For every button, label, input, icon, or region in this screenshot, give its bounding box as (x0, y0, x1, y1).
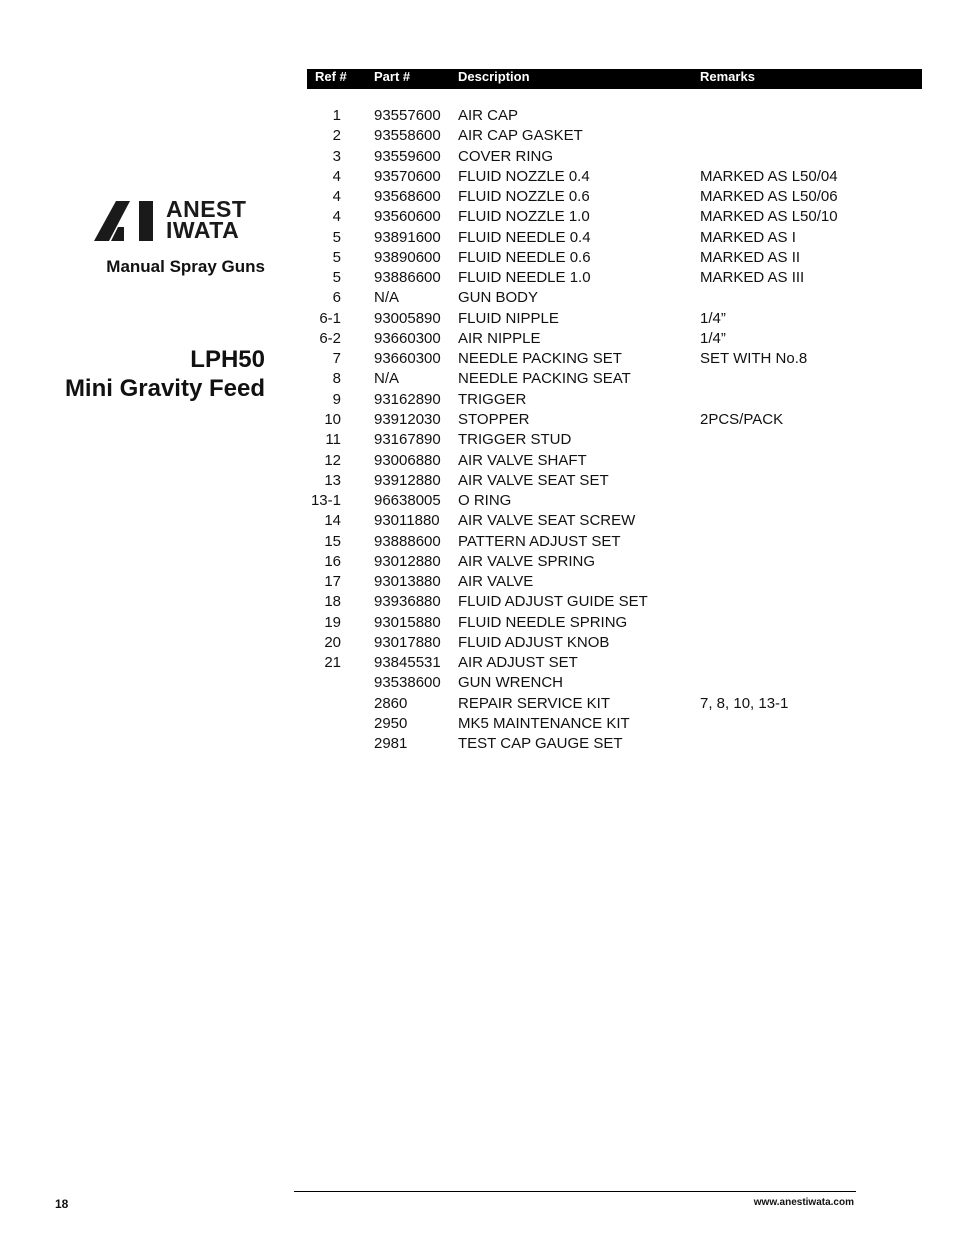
cell-description: FLUID NEEDLE 1.0 (458, 269, 591, 287)
cell-ref: 13 (324, 471, 341, 489)
cell-remarks: 7, 8, 10, 13-1 (700, 694, 789, 712)
cell-ref: 15 (324, 532, 341, 550)
table-row (307, 714, 922, 734)
cell-part-number: 93845531 (374, 654, 441, 672)
cell-description: GUN BODY (458, 289, 539, 307)
cell-part-number: 93557600 (374, 107, 441, 124)
cell-part-number: 2981 (374, 735, 408, 753)
cell-ref: 17 (324, 573, 341, 591)
cell-part-number: 93891600 (374, 228, 441, 246)
cell-remarks: SET WITH No.8 (700, 350, 808, 368)
cell-description: FLUID ADJUST KNOB (458, 633, 610, 651)
cell-ref: 2 (332, 127, 341, 145)
cell-part-number: 93015880 (374, 613, 441, 631)
cell-part-number: 93660300 (374, 329, 441, 347)
table-row (307, 430, 922, 450)
cell-ref: 19 (324, 613, 341, 631)
cell-part-number: 93162890 (374, 390, 441, 408)
cell-description: FLUID NOZZLE 0.4 (458, 167, 590, 185)
cell-ref: 16 (324, 552, 341, 570)
cell-part-number: 93013880 (374, 573, 441, 591)
cell-description: STOPPER (458, 410, 530, 428)
table-row (307, 572, 922, 592)
cell-ref: 5 (332, 269, 341, 287)
table-row (307, 349, 922, 369)
table-row (307, 511, 922, 531)
table-row (307, 734, 922, 754)
table-row (307, 552, 922, 572)
cell-part-number: 93936880 (374, 593, 441, 611)
cell-ref: 21 (324, 654, 341, 672)
cell-ref: 5 (332, 248, 341, 266)
anest-iwata-logo-icon (94, 199, 160, 243)
cell-part-number: N/A (374, 370, 400, 388)
cell-part-number: 93011880 (374, 512, 440, 530)
logo-line-1: ANEST (166, 196, 247, 222)
table-row (307, 532, 922, 552)
table-row (307, 491, 922, 511)
cell-description: AIR NIPPLE (458, 329, 541, 347)
cell-ref: 18 (324, 593, 341, 611)
cell-description: GUN WRENCH (458, 674, 563, 692)
cell-description: TRIGGER STUD (458, 431, 572, 449)
table-row (307, 694, 922, 714)
cell-ref: 4 (332, 188, 341, 206)
cell-ref: 4 (332, 208, 341, 226)
header-part: Part # (374, 69, 411, 84)
cell-remarks: MARKED AS L50/06 (700, 188, 838, 206)
table-row (307, 653, 922, 673)
table-row (307, 288, 922, 308)
cell-part-number: 93912880 (374, 471, 441, 489)
cell-part-number: 2950 (374, 714, 408, 732)
table-row (307, 106, 922, 126)
cell-part-number: 93558600 (374, 127, 441, 145)
cell-part-number: 93912030 (374, 410, 441, 428)
cell-part-number: 93570600 (374, 167, 441, 185)
table-row (307, 633, 922, 653)
cell-description: AIR VALVE SEAT SCREW (458, 512, 636, 530)
cell-ref: 10 (324, 410, 341, 428)
table-row (307, 167, 922, 187)
cell-description: NEEDLE PACKING SEAT (458, 370, 631, 388)
cell-ref: 3 (332, 147, 341, 165)
cell-remarks: 2PCS/PACK (700, 410, 784, 428)
cell-remarks: 1/4” (700, 329, 726, 347)
cell-part-number: 93888600 (374, 532, 441, 550)
cell-description: TRIGGER (458, 390, 527, 408)
table-row (307, 471, 922, 491)
cell-description: AIR VALVE (458, 573, 534, 591)
cell-part-number: 93005890 (374, 309, 441, 327)
table-row (307, 451, 922, 471)
table-row (307, 410, 922, 430)
table-row (307, 369, 922, 389)
cell-part-number: N/A (374, 289, 400, 307)
cell-ref: 5 (332, 228, 341, 246)
cell-part-number: 93006880 (374, 451, 441, 469)
table-header (307, 69, 922, 89)
cell-description: FLUID NEEDLE SPRING (458, 613, 628, 631)
cell-remarks: 1/4” (700, 309, 726, 327)
cell-part-number: 96638005 (374, 492, 441, 510)
page-number: 18 (55, 1197, 69, 1211)
cell-description: AIR ADJUST SET (458, 654, 578, 672)
cell-description: FLUID NEEDLE 0.6 (458, 248, 591, 266)
cell-description: MK5 MAINTENANCE KIT (458, 714, 630, 732)
section-subtitle: Manual Spray Guns (106, 257, 265, 276)
cell-part-number: 93560600 (374, 208, 441, 226)
cell-ref: 14 (324, 512, 341, 530)
table-row (307, 309, 922, 329)
cell-description: COVER RING (458, 147, 554, 165)
cell-ref: 8 (332, 370, 341, 388)
cell-description: O RING (458, 492, 512, 510)
cell-remarks: MARKED AS I (700, 228, 796, 246)
cell-ref: 1 (332, 107, 341, 124)
anest-iwata-logo (94, 196, 266, 245)
table-row (307, 126, 922, 146)
cell-part-number: 93559600 (374, 147, 441, 165)
cell-description: FLUID ADJUST GUIDE SET (458, 593, 648, 611)
cell-ref: 6-1 (319, 309, 341, 327)
footer-divider (294, 1191, 856, 1192)
table-row (307, 228, 922, 248)
cell-remarks: MARKED AS L50/04 (700, 167, 838, 185)
cell-ref: 13-1 (310, 492, 341, 510)
cell-part-number: 93538600 (374, 674, 441, 692)
cell-part-number: 2860 (374, 694, 408, 712)
model-title (65, 345, 265, 403)
table-row (307, 268, 922, 288)
cell-ref: 4 (332, 167, 341, 185)
cell-description: FLUID NOZZLE 0.6 (458, 188, 590, 206)
cell-description: AIR CAP GASKET (458, 127, 583, 145)
logo-wordmark (166, 196, 266, 243)
cell-part-number: 93886600 (374, 269, 441, 287)
table-row (307, 390, 922, 410)
cell-ref: 20 (324, 633, 341, 651)
cell-description: REPAIR SERVICE KIT (458, 694, 610, 712)
cell-remarks: MARKED AS III (700, 269, 805, 287)
cell-description: FLUID NIPPLE (458, 309, 559, 327)
model-name: LPH50 (190, 346, 265, 373)
cell-description: PATTERN ADJUST SET (458, 532, 621, 550)
cell-ref: 9 (332, 390, 341, 408)
cell-ref: 6-2 (319, 329, 341, 347)
logo-line-2: IWATA (166, 217, 240, 243)
table-row (307, 613, 922, 633)
table-row (307, 207, 922, 227)
cell-description: AIR VALVE SEAT SET (458, 471, 609, 489)
cell-description: FLUID NEEDLE 0.4 (458, 228, 591, 246)
cell-description: FLUID NOZZLE 1.0 (458, 208, 590, 226)
table-row (307, 673, 922, 693)
parts-table (307, 106, 922, 755)
table-row (307, 187, 922, 207)
table-row (307, 248, 922, 268)
cell-description: NEEDLE PACKING SET (458, 350, 622, 368)
cell-remarks: MARKED AS II (700, 248, 801, 266)
table-row (307, 329, 922, 349)
cell-ref: 6 (332, 289, 341, 307)
cell-part-number: 93167890 (374, 431, 441, 449)
table-row (307, 592, 922, 612)
table-row (307, 147, 922, 167)
cell-description: AIR VALVE SHAFT (458, 451, 587, 469)
cell-part-number: 93660300 (374, 350, 441, 368)
header-description: Description (458, 69, 530, 84)
cell-part-number: 93017880 (374, 633, 441, 651)
header-remarks: Remarks (700, 69, 755, 84)
cell-description: TEST CAP GAUGE SET (458, 735, 623, 753)
model-description: Mini Gravity Feed (64, 375, 265, 402)
cell-remarks: MARKED AS L50/10 (700, 208, 838, 226)
cell-description: AIR VALVE SPRING (458, 552, 595, 570)
cell-part-number: 93568600 (374, 188, 441, 206)
cell-ref: 7 (332, 350, 341, 368)
cell-part-number: 93012880 (374, 552, 441, 570)
cell-description: AIR CAP (458, 107, 519, 124)
cell-ref: 12 (324, 451, 341, 469)
header-ref: Ref # (315, 69, 347, 84)
cell-ref: 11 (325, 431, 341, 449)
cell-part-number: 93890600 (374, 248, 441, 266)
website-url: www.anestiwata.com (753, 1197, 854, 1208)
